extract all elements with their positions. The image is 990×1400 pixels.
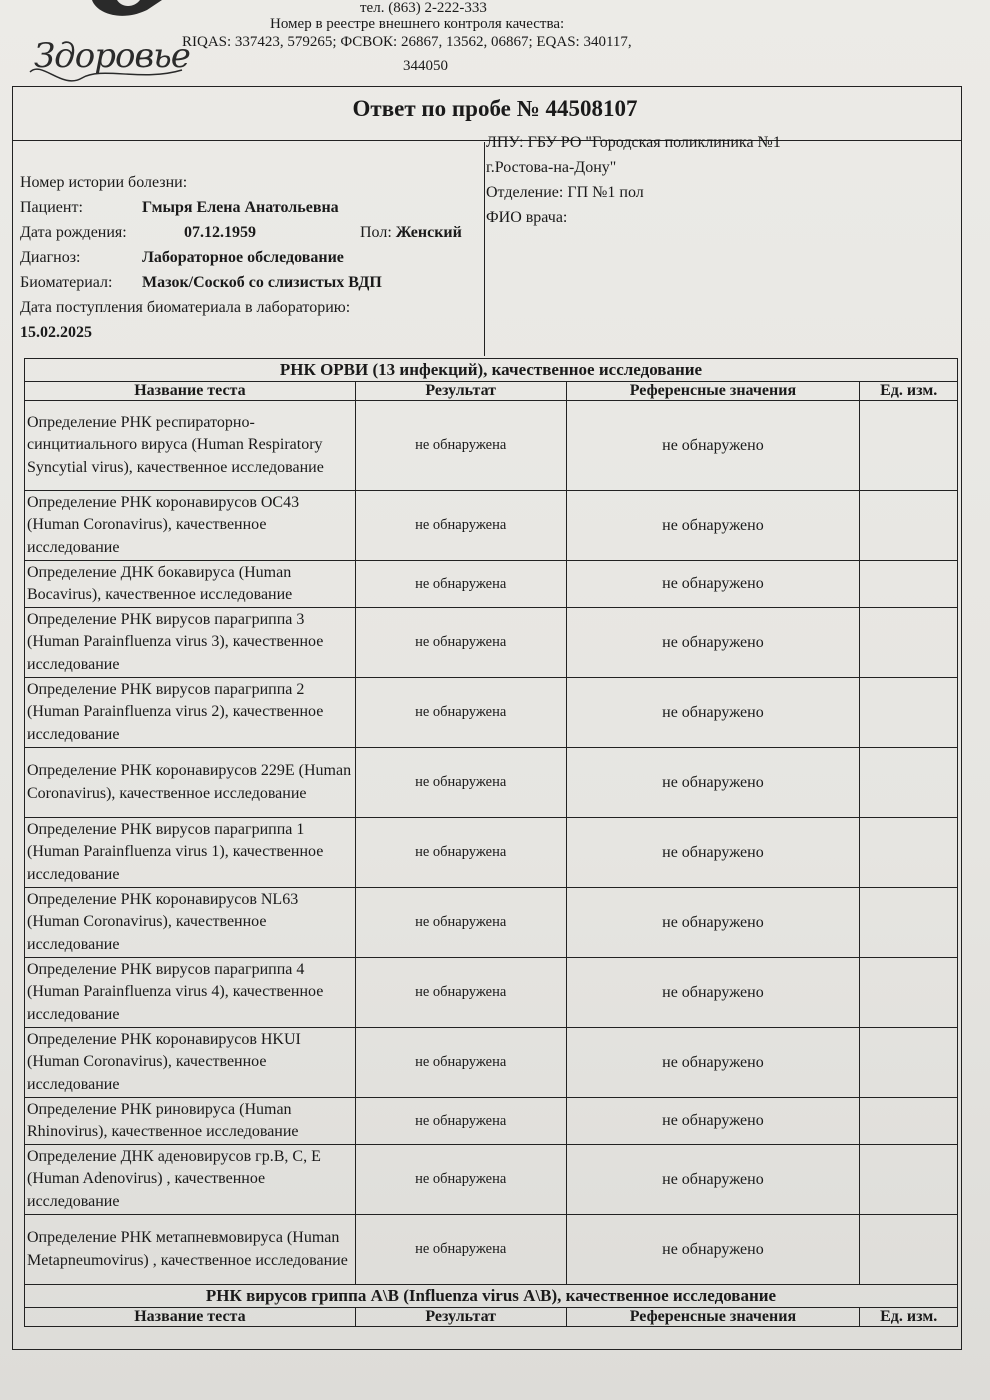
- clinic-info: [486, 130, 956, 230]
- test-name: Определение РНК вирусов парагриппа 3 (Human Parainfluenza virus 3), качественное исследование: [25, 608, 356, 678]
- patient-name: Гмыря Елена Анатольевна: [142, 199, 339, 216]
- doctor: ФИО врача:: [486, 209, 568, 226]
- patient-info: [20, 170, 480, 345]
- test-unit: [860, 958, 958, 1028]
- test-reference: не обнаружено: [566, 888, 860, 958]
- test-name: Определение РНК метапневмовируса (Human Metapneumovirus) , качественное исследование: [25, 1215, 356, 1285]
- test-unit: [860, 561, 958, 608]
- table-row: [25, 491, 958, 561]
- received-row: [20, 295, 480, 320]
- test-name: Определение РНК коронавирусов HKUI (Human Coronavirus), качественное исследование: [25, 1028, 356, 1098]
- received-label: Дата поступления биоматериала в лабораторию:: [20, 299, 351, 316]
- table-row: [25, 1215, 958, 1285]
- registry-label: Номер в реестре внешнего контроля качества:: [270, 16, 565, 32]
- lpu-line2: г.Ростова-на-Дону": [486, 159, 617, 176]
- header-unit: Ед. изм.: [860, 1308, 958, 1327]
- test-unit: [860, 818, 958, 888]
- test-result: не обнаружена: [355, 1145, 566, 1215]
- sex-label: Пол:: [360, 224, 392, 241]
- test-reference: не обнаружено: [566, 678, 860, 748]
- test-unit: [860, 678, 958, 748]
- test-unit: [860, 748, 958, 818]
- test-reference: не обнаружено: [566, 491, 860, 561]
- table-row: [25, 818, 958, 888]
- section2-title-row: [25, 1285, 958, 1308]
- section1-header-row: [25, 382, 958, 401]
- test-result: не обнаружена: [355, 678, 566, 748]
- test-unit: [860, 1098, 958, 1145]
- info-divider: [484, 142, 485, 356]
- test-unit: [860, 888, 958, 958]
- test-name: Определение ДНК аденовирусов гр.В, С, Е (Human Adenovirus) , качественное исследование: [25, 1145, 356, 1215]
- registry-numbers: RIQAS: 337423, 579265; ФСВОК: 26867, 13562, 06867; EQAS: 340117,: [182, 34, 632, 50]
- lpu-line1: ЛПУ: ГБУ РО "Городская поликлиника №1: [486, 134, 781, 151]
- test-result: не обнаружена: [355, 1028, 566, 1098]
- test-name: Определение ДНК бокавируса (Human Bocavirus), качественное исследование: [25, 561, 356, 608]
- report-title: Ответ по пробе № 44508107: [352, 96, 638, 121]
- test-name: Определение РНК коронавирусов NL63 (Human Coronavirus), качественное исследование: [25, 888, 356, 958]
- received-date-row: [20, 320, 480, 345]
- test-reference: не обнаружено: [566, 818, 860, 888]
- test-reference: не обнаружено: [566, 608, 860, 678]
- lab-phone: тел. (863) 2-222-333: [360, 0, 487, 16]
- history-label: Номер истории болезни:: [20, 174, 188, 191]
- logo-text: Здоровье: [34, 36, 190, 76]
- test-name: Определение РНК риновируса (Human Rhinovirus), качественное исследование: [25, 1098, 356, 1145]
- table-row: [25, 401, 958, 491]
- table-row: [25, 958, 958, 1028]
- section1-title: РНК ОРВИ (13 инфекций), качественное исследование: [25, 359, 958, 382]
- test-result: не обнаружена: [355, 491, 566, 561]
- history-row: [20, 170, 480, 195]
- test-result: не обнаружена: [355, 1098, 566, 1145]
- header-name: Название теста: [25, 382, 356, 401]
- test-reference: не обнаружено: [566, 1098, 860, 1145]
- test-reference: не обнаружено: [566, 958, 860, 1028]
- test-result: не обнаружена: [355, 1215, 566, 1285]
- diagnosis-label: Диагноз:: [20, 249, 81, 266]
- test-name: Определение РНК коронавирусов 229E (Human Coronavirus), качественное исследование: [25, 748, 356, 818]
- header-result: Результат: [355, 1308, 566, 1327]
- biomaterial-value: Мазок/Соскоб со слизистых ВДП: [142, 274, 382, 291]
- received-value: 15.02.2025: [20, 324, 92, 341]
- test-result: не обнаружена: [355, 748, 566, 818]
- biomaterial-label: Биоматериал:: [20, 274, 113, 291]
- header-reference: Референсные значения: [566, 1308, 860, 1327]
- table-row: [25, 888, 958, 958]
- dob-label: Дата рождения:: [20, 224, 127, 241]
- biomaterial-row: [20, 270, 480, 295]
- test-unit: [860, 491, 958, 561]
- test-name: Определение РНК вирусов парагриппа 2 (Human Parainfluenza virus 2), качественное исследование: [25, 678, 356, 748]
- section2-header-row: [25, 1308, 958, 1327]
- test-name: Определение РНК коронавирусов OC43 (Human Coronavirus), качественное исследование: [25, 491, 356, 561]
- test-reference: не обнаружено: [566, 1215, 860, 1285]
- test-unit: [860, 401, 958, 491]
- header-reference: Референсные значения: [566, 382, 860, 401]
- registry-numbers-cont: 344050: [403, 58, 448, 74]
- header-result: Результат: [355, 382, 566, 401]
- test-unit: [860, 1215, 958, 1285]
- test-reference: не обнаружено: [566, 1145, 860, 1215]
- test-unit: [860, 1145, 958, 1215]
- dob-value: 07.12.1959: [184, 224, 256, 241]
- test-name: Определение РНК вирусов парагриппа 1 (Human Parainfluenza virus 1), качественное исследование: [25, 818, 356, 888]
- table-row: [25, 608, 958, 678]
- results-table: [24, 358, 958, 1327]
- test-reference: не обнаружено: [566, 401, 860, 491]
- test-unit: [860, 1028, 958, 1098]
- sex-value: Женский: [395, 224, 462, 241]
- test-result: не обнаружена: [355, 818, 566, 888]
- test-result: не обнаружена: [355, 958, 566, 1028]
- test-result: не обнаружена: [355, 608, 566, 678]
- test-reference: не обнаружено: [566, 1028, 860, 1098]
- table-row: [25, 678, 958, 748]
- test-reference: не обнаружено: [566, 561, 860, 608]
- patient-label: Пациент:: [20, 199, 83, 216]
- section1-title-row: [25, 359, 958, 382]
- header-name: Название теста: [25, 1308, 356, 1327]
- table-row: [25, 748, 958, 818]
- table-row: [25, 1145, 958, 1215]
- test-unit: [860, 608, 958, 678]
- test-result: не обнаружена: [355, 401, 566, 491]
- test-result: не обнаружена: [355, 561, 566, 608]
- diagnosis-value: Лабораторное обследование: [142, 249, 344, 266]
- table-row: [25, 1028, 958, 1098]
- header-unit: Ед. изм.: [860, 382, 958, 401]
- diagnosis-row: [20, 245, 480, 270]
- table-row: [25, 1098, 958, 1145]
- dob-row: [20, 220, 480, 245]
- table-row: [25, 561, 958, 608]
- test-name: Определение РНК вирусов парагриппа 4 (Human Parainfluenza virus 4), качественное исследование: [25, 958, 356, 1028]
- test-name: Определение РНК респираторно-синцитиального вируса (Human Respiratory Syncytial virus), качественное исследование: [25, 401, 356, 491]
- section2-title: РНК вирусов гриппа А\В (Influenza virus А\В), качественное исследование: [25, 1285, 958, 1308]
- test-reference: не обнаружено: [566, 748, 860, 818]
- test-result: не обнаружена: [355, 888, 566, 958]
- department: Отделение: ГП №1 пол: [486, 184, 644, 201]
- patient-row: [20, 195, 480, 220]
